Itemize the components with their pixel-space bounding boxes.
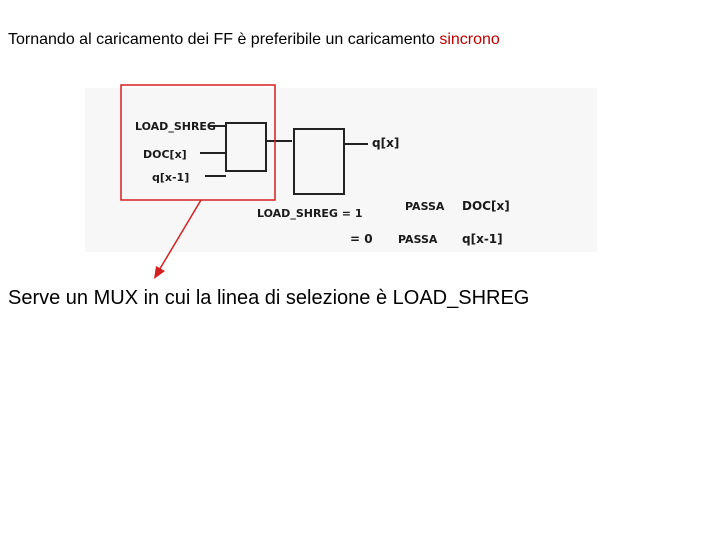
arrow-head-icon [154,266,165,279]
table-row2-value: q[x-1] [462,232,503,246]
highlight-box [121,85,275,200]
flipflop-block [294,129,344,194]
arrow-line [158,200,201,272]
table-row2-cond: = 0 [350,232,373,246]
title-highlight: sincrono [439,31,500,48]
title-text: Tornando al caricamento dei FF è preferibile un caricamento [8,31,440,48]
table-row1-action: PASSA [405,200,445,213]
table-row1-value: DOC[x] [462,199,510,213]
output-label: q[x] [372,136,400,150]
table-row1-cond: LOAD_SHREG = 1 [257,207,363,220]
table-row2-action: PASSA [398,233,438,246]
slide-caption: Serve un MUX in cui la linea di selezione è LOAD_SHREG [8,287,530,309]
input-label-doc: DOC[x] [143,148,187,161]
input-label-load: LOAD_SHREG [135,120,216,133]
input-label-q-prev: q[x-1] [152,171,190,184]
mux-block [226,123,266,171]
